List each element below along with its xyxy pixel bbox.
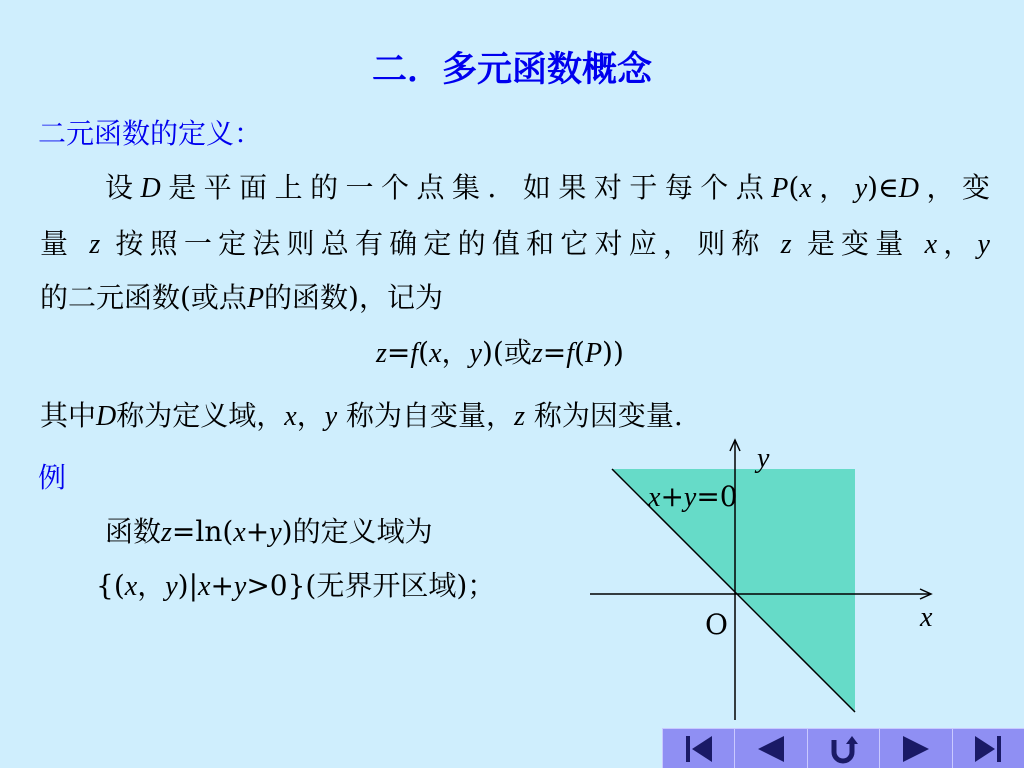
- definition-line-1: 设D是平面上的一个点集．如果对于每个点P(x，y)∈D，变: [105, 171, 990, 204]
- first-page-button[interactable]: [662, 728, 734, 768]
- next-page-button[interactable]: [879, 728, 951, 768]
- example-label: 例: [38, 461, 67, 494]
- example-function: 函数z=ln(x+y)的定义域为: [105, 515, 433, 548]
- example-domain-set: {(x，y)|x+y>0}(无界开区域)；: [96, 569, 496, 602]
- slide-navigation-bar: [662, 728, 1024, 768]
- y-axis-label: y: [757, 443, 770, 474]
- definition-heading: 二元函数的定义：: [38, 117, 263, 150]
- return-button[interactable]: [807, 728, 879, 768]
- x-axis-label: x: [920, 602, 933, 633]
- return-icon: [826, 734, 860, 764]
- domain-sentence: 其中D称为定义域，x，y 称为自变量，z 称为因变量.: [40, 399, 683, 432]
- function-formula: z=f(x，y)(或z=f(P)): [376, 336, 624, 369]
- page-title: 二．多元函数概念: [371, 49, 652, 90]
- previous-page-button[interactable]: [734, 728, 806, 768]
- definition-line-2: 量 z 按照一定法则总有确定的值和它对应，则称 z 是变量 x，y: [40, 227, 990, 260]
- first-page-icon: [682, 734, 716, 764]
- boundary-line-label: x+y=0: [648, 480, 738, 513]
- definition-line-3: 的二元函数(或点P的函数)，记为: [40, 281, 443, 314]
- next-page-icon: [899, 734, 933, 764]
- last-page-icon: [971, 734, 1005, 764]
- domain-graph: [560, 430, 960, 730]
- origin-label: O: [705, 608, 728, 641]
- previous-page-icon: [754, 734, 788, 764]
- last-page-button[interactable]: [952, 728, 1024, 768]
